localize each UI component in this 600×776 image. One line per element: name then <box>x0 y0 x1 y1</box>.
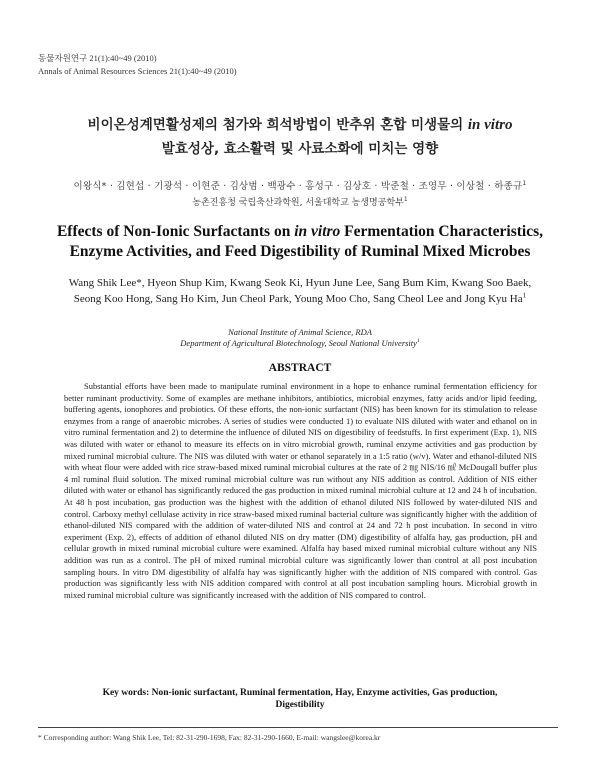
english-title-line-1 <box>40 222 560 242</box>
journal-citation-korean: 동물자원연구 21(1):40~49 (2010) <box>38 53 157 63</box>
footnote-divider <box>38 727 558 728</box>
author-sup: 1 <box>522 290 527 299</box>
korean-title-text: 비이온성계면활성제의 첨가와 희석방법이 반추위 혼합 미생물의 <box>87 117 464 133</box>
affiliation-2 <box>60 338 540 349</box>
english-title-line-2: Enzyme Activities, and Feed Digestibility of Ruminal Mixed Microbes <box>69 243 531 260</box>
korean-affiliation-text: 농촌진흥청 국립축산과학원, 서울대학교 농생명공학부 <box>192 198 404 208</box>
english-title-italic: in vitro <box>294 223 341 240</box>
korean-title-italic: in vitro <box>467 117 513 133</box>
korean-affiliation <box>40 195 560 208</box>
affiliation-1: National Institute of Animal Science, RDA <box>228 327 372 337</box>
author-list <box>60 276 540 307</box>
corresponding-author-footnote: * Corresponding author: Wang Shik Lee, Tel: 82-31-290-1698, Fax: 82-31-290-1660, E-mail: wangslee@korea.kr <box>38 733 381 742</box>
abstract-paragraph: Substantial efforts have been made to manipulate ruminal environment in a hope to enhance ruminal fermentation efficiency for better ruminant productivity. Some of examples are methane inhibitors, antibiotics, microbial enzymes, fatty acids and/or lipid feeding, buffering agents, ionophores and probiotics. Of these efforts, the non-ionic surfactant (NIS) has been known for its stimulation to release enzymes from a range of anaerobic microbes. A series of studies were conducted 1) to evaluate NIS diluted with water and ethanol on in vitro ruminal fermentation and 2) to determine the influence of diluted NIS on digestibility of feedstuffs. In first experiment (Exp. 1), NIS was diluted with water or ethanol to measure its effects on in vitro microbial growth, ruminal enzyme activities and gas production by mixed ruminal microbial culture. The NIS was diluted with water or ethanol separately in a 1:5 ratio (w/v). Water and ethanol-diluted NIS with wheat flour were added with rice straw-based mixed ruminal microbial cultures at the rate of 2 ㎎ NIS/16 ㎖ McDougall buffer plus 4 ml ruminal fluid solution. The mixed ruminal microbial culture was run without any NIS addition as control. Addition of NIS either diluted with water or ethanol has significantly reduced the gas production in mixed ruminal microbial culture at 12 and 24 h of incubation. At 48 h post incubation, gas production was the highest with the addition of ethanol diluted NIS followed by water-diluted NIS and control. Carboxy methyl cellulase activity in rice straw-based mixed ruminal bacterial culture was significantly higher with the addition of ethanol-diluted NIS compared with the addition of water-diluted NIS and control at 24 and 72 h post incubation. In second in vitro experiment (Exp. 2), effects of addition of ethanol diluted NIS on dry matter (DM) digestibility of alfalfa hay, gas production, pH and cellular growth in mixed ruminal microbial culture were examined. Alfalfa hay based mixed ruminal microbial culture without any NIS addition was run as a control. The pH of mixed ruminal microbial culture was significantly lower than control at all post incubation sampling hours. In vitro DM digestibility of alfalfa hay was significantly higher with the addition of NIS compared with control. Gas production was significantly less with NIS addition compared with control at all post incubation sampling hours. Microbial growth in mixed ruminal microbial culture was significantly increased with the addition of NIS compared to control. <box>64 381 537 600</box>
keywords: Key words: Non-ionic surfactant, Ruminal fermentation, Hay, Enzyme activities, Gas production, Digestibility <box>102 688 498 710</box>
english-title-part-a: Effects of Non-Ionic Surfactants on <box>56 223 291 240</box>
affiliation-2-text: Department of Agricultural Biotechnology, Seoul National University <box>180 338 417 348</box>
journal-citation <box>38 52 237 78</box>
korean-affiliation-sup: 1 <box>403 197 408 203</box>
korean-title-line-1 <box>40 113 560 137</box>
abstract-heading: ABSTRACT <box>268 362 332 374</box>
journal-citation-english: Annals of Animal Resources Sciences 21(1):40~49 (2010) <box>38 66 237 76</box>
korean-title-line-2: 발효성상, 효소활력 및 사료소화에 미치는 영향 <box>161 141 439 157</box>
author-names: Wang Shik Lee*, Hyeon Shup Kim, Kwang Seok Ki, Hyun June Lee, Sang Bum Kim, Kwang Soo Baek, Seong Koo Hong, Sang Ho Kim, Jun Cheol Park, Young Moo Cho, Sang Cheol Lee and Jong Kyu Ha <box>68 277 532 305</box>
korean-author-names: 이왕식* · 김현섭 · 기광석 · 이현준 · 김상범 · 백광수 · 홍성구 · 김상호 · 박준철 · 조영무 · 이상철 · 하종규 <box>73 181 523 192</box>
korean-author-sup: 1 <box>522 179 527 187</box>
english-title-part-b: Fermentation Characteristics, <box>344 223 544 240</box>
affiliation-2-sup: 1 <box>416 338 420 345</box>
abstract-body <box>64 381 537 601</box>
korean-authors <box>40 178 560 192</box>
